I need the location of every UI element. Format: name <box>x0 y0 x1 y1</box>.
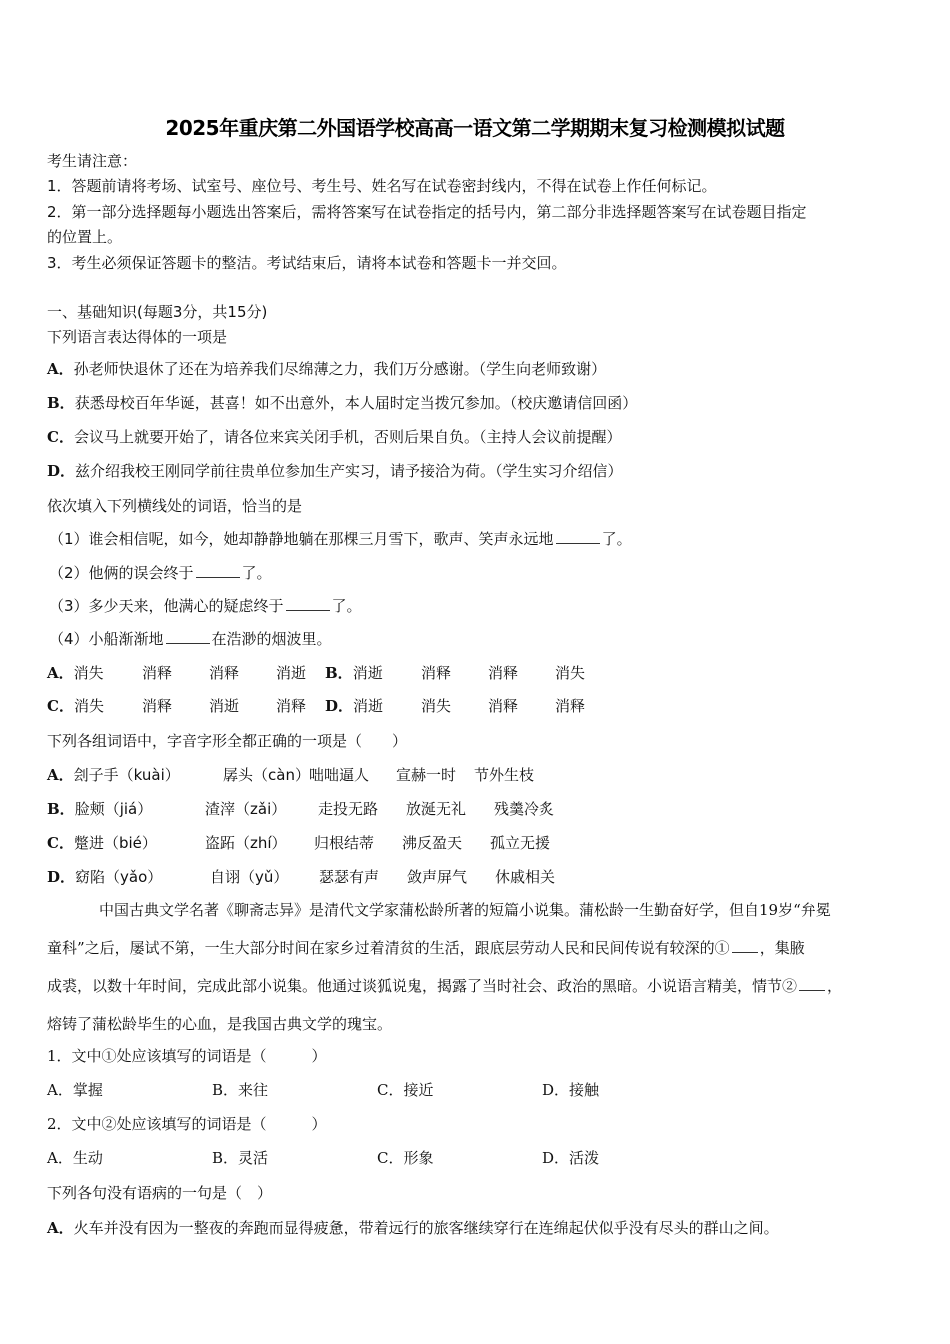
option-word: 消逝 <box>353 697 384 715</box>
notice-item-2-cont: 的位置上。 <box>47 228 123 246</box>
option-word: 敛声屏气 <box>407 868 468 886</box>
notice-item-1: 1．答题前请将考场、试室号、座位号、考生号、姓名写在试卷密封线内，不得在试卷上作任何标记。 <box>47 177 717 195</box>
fill-blank-1 <box>732 938 758 953</box>
passage-text: 童科”之后，屡试不第，一生大部分时间在家乡过着清贫的生活，跟底层劳动人民和民间传说有较深的① <box>47 939 730 957</box>
option-word: 归根结蒂 <box>314 834 375 852</box>
option-word: 消失 <box>555 664 586 682</box>
q2-sentence-2 <box>49 563 272 583</box>
q2-option-c[interactable] <box>47 696 104 716</box>
option-word: 窈陷（yǎo） <box>75 868 163 886</box>
q4-sub2-option-c[interactable]: C．形象 <box>377 1149 434 1167</box>
q4-sub1-option-a[interactable]: A．掌握 <box>47 1081 103 1099</box>
sentence-text: （2）他俩的误会终于 <box>49 564 194 582</box>
sentence-text: （3）多少天来，他满心的疑虑终于 <box>49 597 284 615</box>
option-label: D． <box>325 697 354 715</box>
option-word: 刽子手（kuài） <box>73 766 180 784</box>
option-word: 残羹冷炙 <box>494 800 555 818</box>
sentence-text: 了。 <box>241 564 272 582</box>
option-label: D． <box>47 868 76 886</box>
passage-line-4: 熔铸了蒲松龄毕生的心血，是我国古典文学的瑰宝。 <box>47 1015 393 1033</box>
option-word: 消释 <box>276 697 307 715</box>
q2-stem: 依次填入下列横线处的词语，恰当的是 <box>47 497 303 515</box>
reading-passage <box>47 900 907 1033</box>
option-word: 消释 <box>488 664 519 682</box>
section-heading: 一、基础知识(每题3分，共15分) <box>47 303 268 321</box>
option-text: 孙老师快退休了还在为培养我们尽绵薄之力，我们万分感谢。（学生向老师致谢） <box>73 360 607 378</box>
q5-stem: 下列各句没有语病的一句是（ ） <box>47 1184 273 1202</box>
q2-option-a[interactable] <box>47 663 104 683</box>
option-word: 消释 <box>555 697 586 715</box>
option-label: A． <box>47 664 74 682</box>
sentence-text: （4）小船渐渐地 <box>49 630 164 648</box>
q1-option-a[interactable] <box>47 359 606 379</box>
option-word: 放涎无礼 <box>406 800 467 818</box>
passage-text: ， <box>827 977 843 995</box>
q4-sub2-option-a[interactable]: A．生动 <box>47 1149 103 1167</box>
option-word: 孤立无援 <box>490 834 551 852</box>
option-label: C． <box>47 834 74 852</box>
option-word: 脸颊（jiá） <box>74 800 153 818</box>
q1-option-d[interactable] <box>47 461 623 481</box>
option-label: C． <box>47 428 74 446</box>
q4-sub1-option-d[interactable]: D．接触 <box>542 1081 600 1099</box>
option-word: 咄咄逼人 <box>309 766 370 784</box>
passage-line-1: 中国古典文学名著《聊斋志异》是清代文学家蒲松龄所著的短篇小说集。蒲松龄一生勤奋好学，但自19岁“弁冕 <box>99 901 831 919</box>
notice-item-3: 3．考生必须保证答题卡的整洁。考试结束后，请将本试卷和答题卡一并交回。 <box>47 254 567 272</box>
option-word: 消逝 <box>276 664 307 682</box>
option-word: 消失 <box>421 697 452 715</box>
fill-blank <box>286 596 330 611</box>
option-text: 获悉母校百年华诞，甚喜！如不出意外，本人届时定当拨冗参加。（校庆邀请信回函） <box>74 394 638 412</box>
q4-sub2-option-d[interactable]: D．活泼 <box>542 1149 600 1167</box>
sentence-text: 了。 <box>601 530 632 548</box>
q1-option-c[interactable] <box>47 427 621 447</box>
q2-sentence-3 <box>49 596 362 616</box>
option-word: 消释 <box>142 664 173 682</box>
passage-text: 成裘，以数十年时间，完成此部小说集。他通过谈狐说鬼，揭露了当时社会、政治的黑暗。小说语言精美，情节② <box>47 977 798 995</box>
passage-line-2 <box>47 938 805 958</box>
fill-blank <box>556 529 600 544</box>
option-word: 蹩进（bié） <box>73 834 157 852</box>
option-label: B． <box>47 394 75 412</box>
notice-item-2: 2．第一部分选择题每小题选出答案后，需将答案写在试卷指定的括号内，第二部分非选择题答案写在试卷题目指定 <box>47 203 807 221</box>
q4-sub2-option-b[interactable]: B．灵活 <box>212 1149 269 1167</box>
q2-option-b[interactable] <box>325 663 383 683</box>
option-label: A． <box>47 766 74 784</box>
option-word: 沸反盈天 <box>402 834 463 852</box>
q3-stem: 下列各组词语中，字音字形全都正确的一项是（ ） <box>47 732 408 750</box>
option-word: 休戚相关 <box>495 868 556 886</box>
fill-blank <box>166 629 210 644</box>
sentence-text: 了。 <box>331 597 362 615</box>
option-word: 盗跖（zhí） <box>205 834 287 852</box>
fill-blank <box>196 563 240 578</box>
sentence-text: （1）谁会相信呢，如今，她却静静地躺在那棵三月雪下，歌声、笑声永远地 <box>49 530 554 548</box>
q2-sentence-1 <box>49 529 632 549</box>
q2-sentence-4 <box>49 629 332 649</box>
passage-line-3 <box>47 976 842 996</box>
passage-text: ，集腋 <box>759 939 805 957</box>
option-text: 火车并没有因为一整夜的奔跑而显得疲惫，带着远行的旅客继续穿行在连绵起伏似乎没有尽头的群山之间。 <box>73 1219 779 1237</box>
q2-option-d[interactable] <box>325 696 383 716</box>
option-word: 孱头（càn） <box>223 766 310 784</box>
q4-sub2-stem: 2．文中②处应该填写的词语是（ ） <box>47 1115 327 1133</box>
option-label: D． <box>47 462 76 480</box>
q5-option-a[interactable] <box>47 1218 779 1238</box>
option-word: 自诩（yǔ） <box>210 868 289 886</box>
option-word: 瑟瑟有声 <box>319 868 380 886</box>
option-word: 消逝 <box>209 697 240 715</box>
q4-sub1-option-c[interactable]: C．接近 <box>377 1081 434 1099</box>
option-label: B． <box>325 664 353 682</box>
notice-heading: 考生请注意： <box>47 152 138 170</box>
fill-blank-2 <box>799 976 825 991</box>
option-text: 会议马上就要开始了，请各位来宾关闭手机，否则后果自负。（主持人会议前提醒） <box>73 428 622 446</box>
q4-sub1-option-b[interactable]: B．来往 <box>212 1081 269 1099</box>
option-label: A． <box>47 1219 74 1237</box>
option-label: B． <box>47 800 75 818</box>
q1-stem: 下列语言表达得体的一项是 <box>47 328 228 346</box>
q1-option-b[interactable] <box>47 393 637 413</box>
option-label: A． <box>47 360 74 378</box>
option-word: 消逝 <box>352 664 383 682</box>
option-label: C． <box>47 697 74 715</box>
page-title: 2025年重庆第二外国语学校高高一语文第二学期期末复习检测模拟试题 <box>165 116 785 140</box>
option-word: 消释 <box>142 697 173 715</box>
option-word: 消释 <box>209 664 240 682</box>
option-word: 消释 <box>421 664 452 682</box>
option-word: 走投无路 <box>318 800 379 818</box>
option-text: 兹介绍我校王刚同学前往贵单位参加生产实习，请予接洽为荷。（学生实习介绍信） <box>75 462 623 480</box>
q4-sub1-stem: 1．文中①处应该填写的词语是（ ） <box>47 1047 327 1065</box>
option-word: 消失 <box>73 697 104 715</box>
option-word: 宣赫一时 <box>396 766 457 784</box>
option-word: 消释 <box>488 697 519 715</box>
option-word: 消失 <box>73 664 104 682</box>
sentence-text: 在浩渺的烟波里。 <box>211 630 332 648</box>
option-word: 渣滓（zǎi） <box>205 800 287 818</box>
option-word: 节外生枝 <box>474 766 535 784</box>
